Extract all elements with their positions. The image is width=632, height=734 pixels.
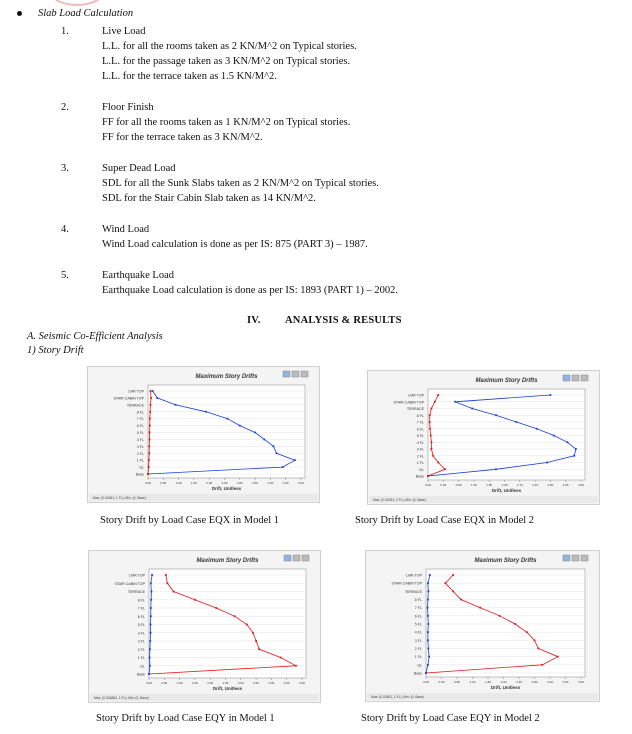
slab-title: Slab Load Calculation xyxy=(38,8,134,19)
data-point xyxy=(514,623,516,625)
story-tick-label: 4 FL xyxy=(414,630,422,635)
data-point xyxy=(148,452,150,454)
x-tick-label: 1.20 xyxy=(469,680,476,684)
story-tick-label: 3 FL xyxy=(137,639,145,644)
data-point xyxy=(149,411,151,413)
story-tick-label: 5 FL xyxy=(137,623,145,627)
data-point xyxy=(252,632,254,634)
plot-area xyxy=(149,569,306,678)
chart-svg xyxy=(88,367,319,502)
data-point xyxy=(431,448,433,450)
story-tick-label: LMR TOP xyxy=(129,573,145,578)
story-tick-label: 1 FL xyxy=(416,461,424,465)
data-point xyxy=(150,397,152,399)
story-tick-label: 6 FL xyxy=(137,614,145,619)
chart-svg xyxy=(89,551,320,702)
x-tick-label: 0.00 xyxy=(423,680,429,684)
x-tick-label: 2.00 xyxy=(206,481,213,485)
data-point xyxy=(263,439,265,441)
decorative-arc xyxy=(50,0,104,6)
story-tick-label: 3 FL xyxy=(414,638,422,643)
chart-svg xyxy=(368,371,599,504)
data-point xyxy=(165,574,167,576)
data-point xyxy=(429,421,431,423)
data-point xyxy=(295,665,297,667)
data-point xyxy=(534,639,536,641)
data-point xyxy=(536,428,538,430)
item-title: Floor Finish xyxy=(102,102,154,113)
data-point xyxy=(427,664,429,666)
story-tick-label: TERRACE xyxy=(406,407,424,411)
x-tick-label: 3.15 xyxy=(532,483,539,487)
story-tick-label: LMR TOP xyxy=(408,393,424,398)
story-tick-label: 5 FL xyxy=(136,431,144,435)
data-point xyxy=(149,657,151,659)
data-point xyxy=(427,599,429,601)
data-point xyxy=(205,411,207,413)
x-tick-label: 0.40 xyxy=(438,680,445,684)
chart-footer: Max: (0.00501, 1 FL); Min: (0, Base) xyxy=(371,695,424,699)
x-tick-label: 3.20 xyxy=(547,680,553,684)
data-point xyxy=(495,414,497,416)
toolbar-icon xyxy=(302,555,309,561)
x-tick-label: 1.00 xyxy=(176,681,183,685)
data-point xyxy=(434,401,436,403)
x-tick-label: 2.80 xyxy=(531,680,538,684)
data-point xyxy=(431,441,433,443)
x-tick-label: 4.00 xyxy=(267,481,274,485)
figure-caption: Story Drift by Load Case EQY in Model 2 xyxy=(361,713,540,724)
x-tick-label: 3.00 xyxy=(236,481,243,485)
data-point xyxy=(166,582,168,584)
item-title: Earthquake Load xyxy=(102,270,175,281)
x-tick-label: 3.60 xyxy=(562,680,569,684)
chart-title: Maximum Story Drifts xyxy=(474,558,537,564)
x-tick-label: 4.50 xyxy=(283,681,290,685)
toolbar-icon xyxy=(581,375,588,381)
data-point xyxy=(495,468,497,470)
toolbar-icon xyxy=(581,555,588,561)
story-tick-label: 1 FL xyxy=(136,458,144,463)
data-point xyxy=(194,599,196,601)
item-title: Live Load xyxy=(102,26,146,37)
story-tick-label: 2 FL xyxy=(416,454,424,459)
chart-title: Maximum Story Drifts xyxy=(475,378,538,384)
story-tick-label: 6 FL xyxy=(414,614,422,619)
data-point xyxy=(147,473,149,475)
story-tick-label: 7 FL xyxy=(416,420,424,425)
data-point xyxy=(575,448,577,450)
x-tick-label: 5.00 xyxy=(298,481,304,485)
data-point xyxy=(258,648,260,650)
data-point xyxy=(175,404,177,406)
story-tick-label: 8 FL xyxy=(414,598,422,602)
data-point xyxy=(150,390,152,392)
section-number: IV. xyxy=(247,315,261,326)
toolbar-icon xyxy=(283,371,290,377)
data-point xyxy=(151,591,153,593)
x-tick-label: 2.00 xyxy=(207,681,214,685)
data-point xyxy=(149,640,151,642)
toolbar-icon xyxy=(563,555,570,561)
item-line: Earthquake Load calculation is done as per IS: 1893 (PART 1) – 2002. xyxy=(102,285,398,296)
data-point xyxy=(149,665,151,667)
story-tick-label: 6 FL xyxy=(136,424,144,429)
data-point xyxy=(427,631,429,633)
item-line: L.L. for the terrace taken as 1.5 KN/M^2. xyxy=(102,71,277,82)
story-tick-label: STAIR CABIN TOP xyxy=(391,581,422,586)
data-point xyxy=(427,475,429,477)
toolbar-icon xyxy=(284,555,291,561)
data-point xyxy=(173,591,175,593)
story-tick-label: 2 FL xyxy=(136,451,144,456)
item-line: L.L. for the passage taken as 3 KN/M^2 on Typical stories. xyxy=(102,56,351,67)
x-tick-label: 0.50 xyxy=(160,481,167,485)
subsection-heading: A. Seismic Co-Efficient Analysis xyxy=(27,331,163,342)
x-tick-label: 0.80 xyxy=(454,680,460,684)
bullet-dot xyxy=(17,11,22,16)
data-point xyxy=(429,574,431,576)
data-point xyxy=(427,615,429,617)
data-point xyxy=(150,624,152,626)
story-tick-label: 4 FL xyxy=(137,631,145,636)
data-point xyxy=(149,425,151,427)
data-point xyxy=(149,432,151,434)
story-tick-label: Base xyxy=(415,474,424,479)
story-drift-chart xyxy=(365,550,600,702)
plot-area xyxy=(428,389,585,480)
data-point xyxy=(427,607,429,609)
data-point xyxy=(444,582,446,584)
data-point xyxy=(148,459,150,461)
chart-title: Maximum Story Drifts xyxy=(195,374,258,380)
item-line: FF for all the rooms taken as 1 KN/M^2 on Typical stories. xyxy=(102,117,351,128)
x-tick-label: 0.90 xyxy=(455,483,462,487)
figure-caption: Story Drift by Load Case EQY in Model 1 xyxy=(96,713,275,724)
story-tick-label: 4 FL xyxy=(416,440,424,445)
x-tick-label: 3.00 xyxy=(237,681,244,685)
x-axis-label: Drift, Unitless xyxy=(212,686,243,691)
item-number: 2. xyxy=(61,102,69,113)
x-tick-label: 2.40 xyxy=(516,680,522,684)
data-point xyxy=(428,656,430,658)
data-point xyxy=(234,615,236,617)
x-axis-label: Drift, Unitless xyxy=(491,488,522,493)
story-tick-label: 6 FL xyxy=(416,427,424,432)
story-tick-label: 8 FL xyxy=(137,598,145,603)
x-tick-label: 2.70 xyxy=(516,483,523,487)
data-point xyxy=(149,648,151,650)
data-point xyxy=(557,656,559,658)
x-tick-label: 4.50 xyxy=(578,483,584,487)
data-point xyxy=(156,397,158,399)
toolbar-icon xyxy=(293,555,300,561)
x-tick-label: 0.00 xyxy=(145,481,151,485)
chart-footer: Max: (0.00434, 2 FL); Min: (0, Base) xyxy=(373,498,426,502)
data-point xyxy=(429,428,431,430)
data-point xyxy=(567,441,569,443)
story-tick-label: TERRACE xyxy=(127,590,145,594)
data-point xyxy=(273,445,275,447)
data-point xyxy=(454,401,456,403)
data-point xyxy=(150,632,152,634)
section-title: ANALYSIS & RESULTS xyxy=(285,315,402,326)
story-tick-label: 5 FL xyxy=(414,622,422,627)
data-point xyxy=(541,664,543,666)
toolbar-icon xyxy=(301,371,308,377)
story-tick-label: GL xyxy=(419,467,424,472)
data-point xyxy=(215,607,217,609)
data-point xyxy=(437,462,439,464)
x-tick-label: 0.00 xyxy=(146,681,152,685)
data-point xyxy=(425,672,427,674)
story-tick-label: 8 FL xyxy=(136,410,144,415)
x-tick-label: 0.50 xyxy=(161,681,168,685)
chart-title: Maximum Story Drifts xyxy=(196,558,259,564)
story-tick-label: GL xyxy=(139,465,144,470)
story-tick-label: LMR TOP xyxy=(128,389,144,394)
story-tick-label: Base xyxy=(136,672,145,677)
story-tick-label: 1 FL xyxy=(414,655,422,660)
item-line: SDL for all the Sunk Slabs taken as 2 KN/M^2 on Typical stories. xyxy=(102,178,379,189)
story-tick-label: STAIR CABIN TOP xyxy=(114,581,145,586)
data-point xyxy=(573,455,575,457)
item-title: Wind Load xyxy=(102,224,150,235)
x-tick-label: 1.50 xyxy=(190,481,197,485)
data-point xyxy=(150,599,152,601)
x-tick-label: 2.50 xyxy=(221,481,228,485)
data-point xyxy=(427,639,429,641)
toolbar-icon xyxy=(572,375,579,381)
story-tick-label: TERRACE xyxy=(404,589,422,594)
item-line: Wind Load calculation is done as per IS: 875 (PART 3) – 1987. xyxy=(102,239,368,250)
plot-area xyxy=(148,385,305,478)
x-axis-label: Drift, Unitless xyxy=(490,685,521,690)
x-tick-label: 4.00 xyxy=(578,680,584,684)
story-tick-label: 8 FL xyxy=(416,413,424,418)
data-point xyxy=(151,574,153,576)
toolbar-icon xyxy=(572,555,579,561)
data-point xyxy=(149,439,151,441)
data-point xyxy=(294,459,296,461)
item-number: 4. xyxy=(61,224,69,235)
x-tick-label: 5.00 xyxy=(299,681,305,685)
item-line: FF for the terrace taken as 3 KN/M^2. xyxy=(102,132,263,143)
x-tick-label: 1.80 xyxy=(486,483,493,487)
data-point xyxy=(471,408,473,410)
data-point xyxy=(148,445,150,447)
x-tick-label: 0.00 xyxy=(425,483,431,487)
data-point xyxy=(227,418,229,420)
item-title: Super Dead Load xyxy=(102,163,176,174)
data-point xyxy=(280,657,282,659)
data-point xyxy=(479,607,481,609)
x-tick-label: 4.50 xyxy=(282,481,289,485)
story-tick-label: 2 FL xyxy=(137,647,145,652)
story-tick-label: 4 FL xyxy=(136,437,144,442)
data-point xyxy=(452,590,454,592)
item-line: L.L. for all the rooms taken as 2 KN/M^2 on Typical stories. xyxy=(102,41,357,52)
chart-footer: Max: (0.00481, 1 FL); Min: (0, Base) xyxy=(93,496,146,500)
x-tick-label: 2.00 xyxy=(500,680,507,684)
item-number: 3. xyxy=(61,163,69,174)
x-tick-label: 4.05 xyxy=(562,483,569,487)
x-tick-label: 2.50 xyxy=(222,681,229,685)
chart-svg xyxy=(366,551,599,701)
data-point xyxy=(150,607,152,609)
data-point xyxy=(427,590,429,592)
data-point xyxy=(427,582,429,584)
data-point xyxy=(149,418,151,420)
story-drift-chart xyxy=(367,370,600,505)
story-tick-label: GL xyxy=(140,664,145,669)
x-tick-label: 0.45 xyxy=(440,483,447,487)
data-point xyxy=(150,582,152,584)
data-point xyxy=(429,414,431,416)
data-point xyxy=(499,615,501,617)
data-point xyxy=(437,394,439,396)
data-point xyxy=(150,404,152,406)
item-number: 5. xyxy=(61,270,69,281)
story-tick-label: LMR TOP xyxy=(406,573,422,578)
story-tick-label: STAIR CABIN TOP xyxy=(393,400,424,405)
x-tick-label: 1.60 xyxy=(485,680,491,684)
data-point xyxy=(444,468,446,470)
data-point xyxy=(431,408,433,410)
figure-caption: Story Drift by Load Case EQX in Model 1 xyxy=(100,515,280,526)
story-tick-label: STAIR CABIN TOP xyxy=(113,396,144,401)
story-tick-label: TERRACE xyxy=(126,403,144,408)
figure-caption: Story Drift by Load Case EQX in Model 2 xyxy=(355,515,535,526)
data-point xyxy=(550,394,552,396)
data-point xyxy=(553,435,555,437)
subsection-heading: 1) Story Drift xyxy=(27,345,84,356)
x-tick-label: 3.50 xyxy=(252,481,259,485)
data-point xyxy=(276,452,278,454)
data-point xyxy=(526,631,528,633)
data-point xyxy=(432,455,434,457)
story-drift-chart xyxy=(88,550,321,703)
data-point xyxy=(152,390,154,392)
data-point xyxy=(452,574,454,576)
data-point xyxy=(148,673,150,675)
story-tick-label: 7 FL xyxy=(136,417,144,422)
data-point xyxy=(254,432,256,434)
data-point xyxy=(150,615,152,617)
data-point xyxy=(516,421,518,423)
data-point xyxy=(255,640,257,642)
x-tick-label: 2.25 xyxy=(501,483,508,487)
story-tick-label: Base xyxy=(413,671,422,676)
story-tick-label: Base xyxy=(135,472,144,477)
item-line: SDL for the Stair Cabin Slab taken as 14 KN/M^2. xyxy=(102,193,316,204)
story-tick-label: 5 FL xyxy=(416,434,424,438)
x-tick-label: 3.60 xyxy=(547,483,554,487)
x-tick-label: 1.35 xyxy=(470,483,477,487)
story-tick-label: 7 FL xyxy=(414,606,422,611)
data-point xyxy=(282,466,284,468)
item-number: 1. xyxy=(61,26,69,37)
story-tick-label: 3 FL xyxy=(136,444,144,449)
x-tick-label: 1.00 xyxy=(175,481,182,485)
story-tick-label: 7 FL xyxy=(137,606,145,611)
data-point xyxy=(460,599,462,601)
data-point xyxy=(430,435,432,437)
story-tick-label: 2 FL xyxy=(414,647,422,651)
x-axis-label: Drift, Unitless xyxy=(211,486,242,491)
story-tick-label: 1 FL xyxy=(137,656,145,660)
data-point xyxy=(427,623,429,625)
x-tick-label: 4.00 xyxy=(268,681,275,685)
data-point xyxy=(546,462,548,464)
toolbar-icon xyxy=(292,371,299,377)
story-tick-label: GL xyxy=(417,663,422,668)
data-point xyxy=(239,425,241,427)
chart-footer: Max: (0.004884, 1 FL); Min: (0, Base) xyxy=(94,696,149,700)
x-tick-label: 1.50 xyxy=(191,681,198,685)
story-drift-chart xyxy=(87,366,320,503)
data-point xyxy=(148,466,150,468)
toolbar-icon xyxy=(563,375,570,381)
story-tick-label: 3 FL xyxy=(416,447,424,452)
x-tick-label: 3.50 xyxy=(253,681,260,685)
plot-area xyxy=(426,569,585,677)
data-point xyxy=(427,648,429,650)
data-point xyxy=(246,624,248,626)
data-point xyxy=(537,648,539,650)
